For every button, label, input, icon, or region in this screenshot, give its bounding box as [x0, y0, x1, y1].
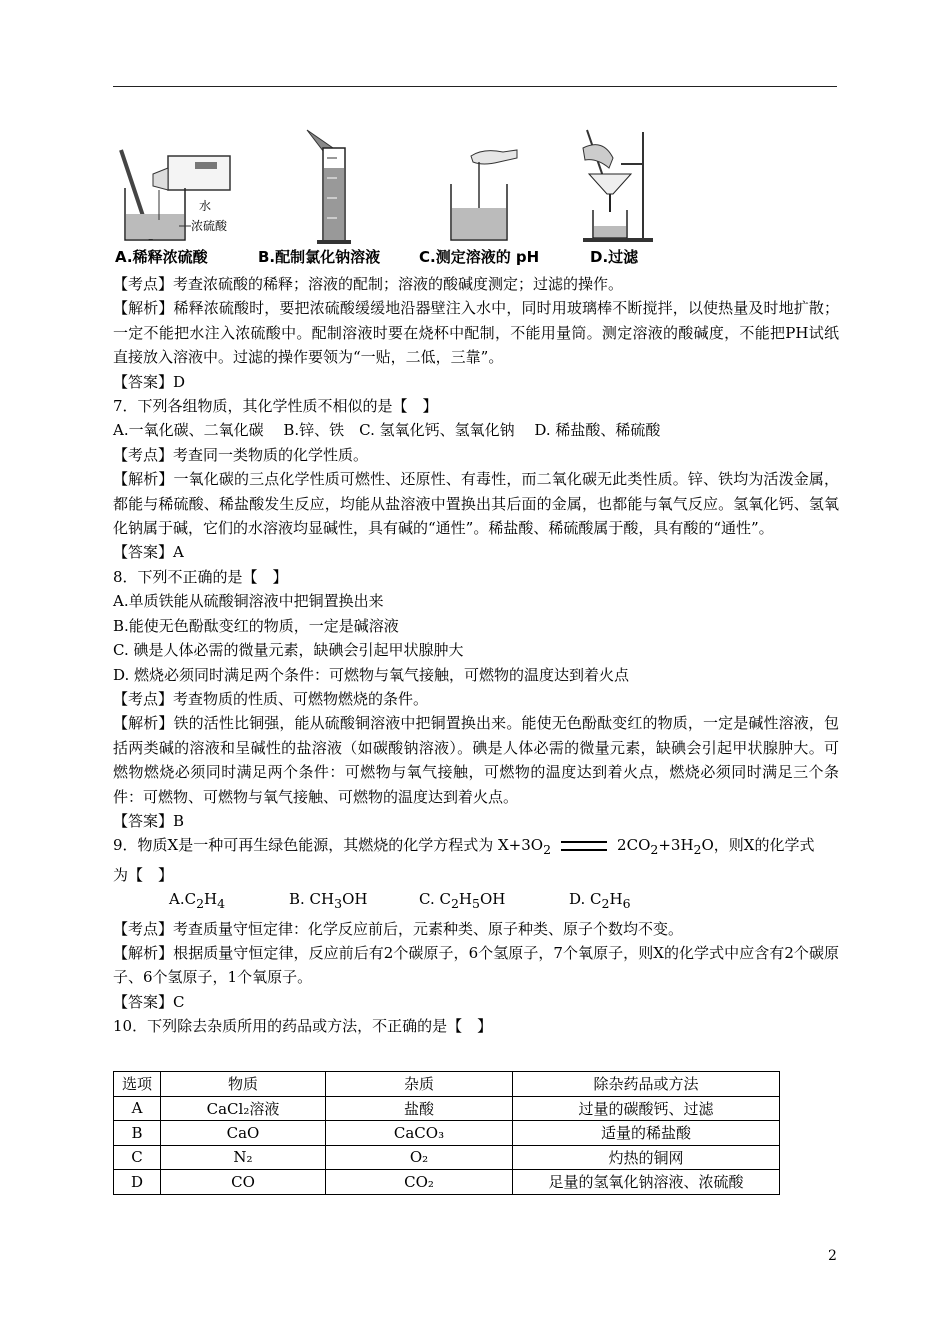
figure-ph-test: [443, 128, 543, 246]
table-cell: C: [114, 1145, 161, 1170]
document-body: [113, 272, 839, 1039]
table-row: [114, 1145, 780, 1170]
q7-stem: 7．下列各组物质，其化学性质不相似的是【 】: [113, 397, 438, 416]
q9-options: $A.C_2H_4$ B. $CH_3OH$ C. $C_2H_5OH$ D. $C_2H_6$: [169, 890, 631, 912]
table-cell: CaCO₃: [326, 1121, 513, 1146]
table-cell: 过量的碳酸钙、过滤: [513, 1096, 780, 1121]
q6-answer: 【答案】D: [113, 372, 186, 391]
table-row: [114, 1096, 780, 1121]
experiment-figures: [113, 128, 673, 268]
q8-option-d: D. 燃烧必须同时满足两个条件：可燃物与氧气接触，可燃物的温度达到着火点: [113, 665, 630, 684]
q10-table: [113, 1071, 780, 1195]
caption-c: C.测定溶液的 pH: [419, 248, 540, 266]
figure-graduated-cylinder: [293, 128, 373, 246]
table-header-cell: 物质: [161, 1072, 326, 1097]
table-cell: CO₂: [326, 1170, 513, 1195]
table-cell: CaO: [161, 1121, 326, 1146]
table-header-cell: 选项: [114, 1072, 161, 1097]
svg-text:浓硫酸: 浓硫酸: [191, 219, 228, 233]
q8-stem: 8．下列不正确的是【 】: [113, 567, 288, 586]
figure-filtration: [573, 128, 663, 246]
table-cell: D: [114, 1170, 161, 1195]
table-row: [114, 1121, 780, 1146]
table-cell: 盐酸: [326, 1096, 513, 1121]
q7-answer: 【答案】A: [113, 543, 184, 562]
q9-answer: 【答案】C: [113, 992, 185, 1011]
table-cell: CaCl₂溶液: [161, 1096, 326, 1121]
q8-kaodian: 【考点】考查物质的性质、可燃物燃烧的条件。: [113, 689, 429, 708]
table-cell: N₂: [161, 1145, 326, 1170]
q10-stem: 10．下列除去杂质所用的药品或方法，不正确的是【 】: [113, 1017, 493, 1036]
table-header-row: [114, 1072, 780, 1097]
table-cell: B: [114, 1121, 161, 1146]
table-row: [114, 1170, 780, 1195]
q7-kaodian: 【考点】考查同一类物质的化学性质。: [113, 445, 369, 464]
table-cell: CO: [161, 1170, 326, 1195]
q8-jiexi: 【解析】铁的活性比铜强，能从硫酸铜溶液中把铜置换出来。能使无色酚酞变红的物质，一定是碱性溶液，包括两类碱的溶液和呈碱性的盐溶液（如碳酸钠溶液）。碘是人体必需的微量元素，缺碘会引起甲状腺肿大。可燃物燃烧必须同时满足两个条件：可燃物与氧气接触，可燃物的温度达到着火点，燃烧必须同时满足三个条件：可燃物、可燃物与氧气接触、可燃物的温度达到着火点。: [113, 714, 839, 806]
q6-jiexi: 【解析】稀释浓硫酸时，要把浓硫酸缓缓地沿器壁注入水中，同时用玻璃棒不断搅拌，以使热量及时地扩散；一定不能把水注入浓硫酸中。配制溶液时要在烧杯中配制，不能用量筒。测定溶液的酸碱度，不能把PH试纸直接放入溶液中。过滤的操作要领为“一贴，二低，三靠”。: [113, 299, 839, 367]
q9-jiexi: 【解析】根据质量守恒定律，反应前后有2个碳原子，6个氢原子，7个氧原子，则X的化学式中应含有2个碳原子、6个氢原子，1个氧原子。: [113, 943, 839, 987]
equals-sign: [561, 841, 607, 851]
table-cell: 足量的氢氧化钠溶液、浓硫酸: [513, 1170, 780, 1195]
q8-option-c: C. 碘是人体必需的微量元素，缺碘会引起甲状腺肿大: [113, 641, 464, 660]
table-header-cell: 除杂药品或方法: [513, 1072, 780, 1097]
q9-kaodian: 【考点】考查质量守恒定律：化学反应前后，元素种类、原子种类、原子个数均不变。: [113, 919, 684, 938]
table-cell: 适量的稀盐酸: [513, 1121, 780, 1146]
q8-option-a: A.单质铁能从硫酸铜溶液中把铜置换出来: [113, 592, 384, 611]
table-header-cell: 杂质: [326, 1072, 513, 1097]
svg-text:水: 水: [199, 199, 212, 213]
caption-d: D.过滤: [590, 248, 639, 266]
header-rule: [113, 86, 837, 87]
q9-stem: 9．物质X是一种可再生绿色能源，其燃烧的化学方程式为 $X+3O_2$ $2CO_2+3H_2O$，则X的化学式: [113, 836, 815, 858]
q8-option-b: B.能使无色酚酞变红的物质，一定是碱溶液: [113, 616, 399, 635]
table-cell: A: [114, 1096, 161, 1121]
q7-jiexi: 【解析】一氧化碳的三点化学性质可燃性、还原性、有毒性，而二氧化碳无此类性质。锌、铁均为活泼金属，都能与稀硫酸、稀盐酸发生反应，均能从盐溶液中置换出其后面的金属，也都能与氧气反应。氢氧化钙、氢氧化钠属于碱，它们的水溶液均显碱性，具有碱的“通性”。稀盐酸、稀硫酸属于酸，具有酸的“通性”。: [113, 470, 839, 538]
q8-answer: 【答案】B: [113, 811, 185, 830]
q7-options: A.一氧化碳、二氧化碳 B.锌、铁 C. 氢氧化钙、氢氧化钠 D. 稀盐酸、稀硫酸: [113, 421, 661, 440]
q6-kaodian: 【考点】考查浓硫酸的稀释；溶液的配制；溶液的酸碱度测定；过滤的操作。: [113, 275, 624, 293]
table-cell: O₂: [326, 1145, 513, 1170]
page-number: 2: [828, 1248, 837, 1264]
q9-stem-line2: 为【 】: [113, 865, 174, 884]
caption-a: A.稀释浓硫酸: [115, 248, 208, 266]
figure-dilute-acid: [113, 128, 248, 246]
table-cell: 灼热的铜网: [513, 1145, 780, 1170]
caption-b: B.配制氯化钠溶液: [258, 248, 381, 266]
